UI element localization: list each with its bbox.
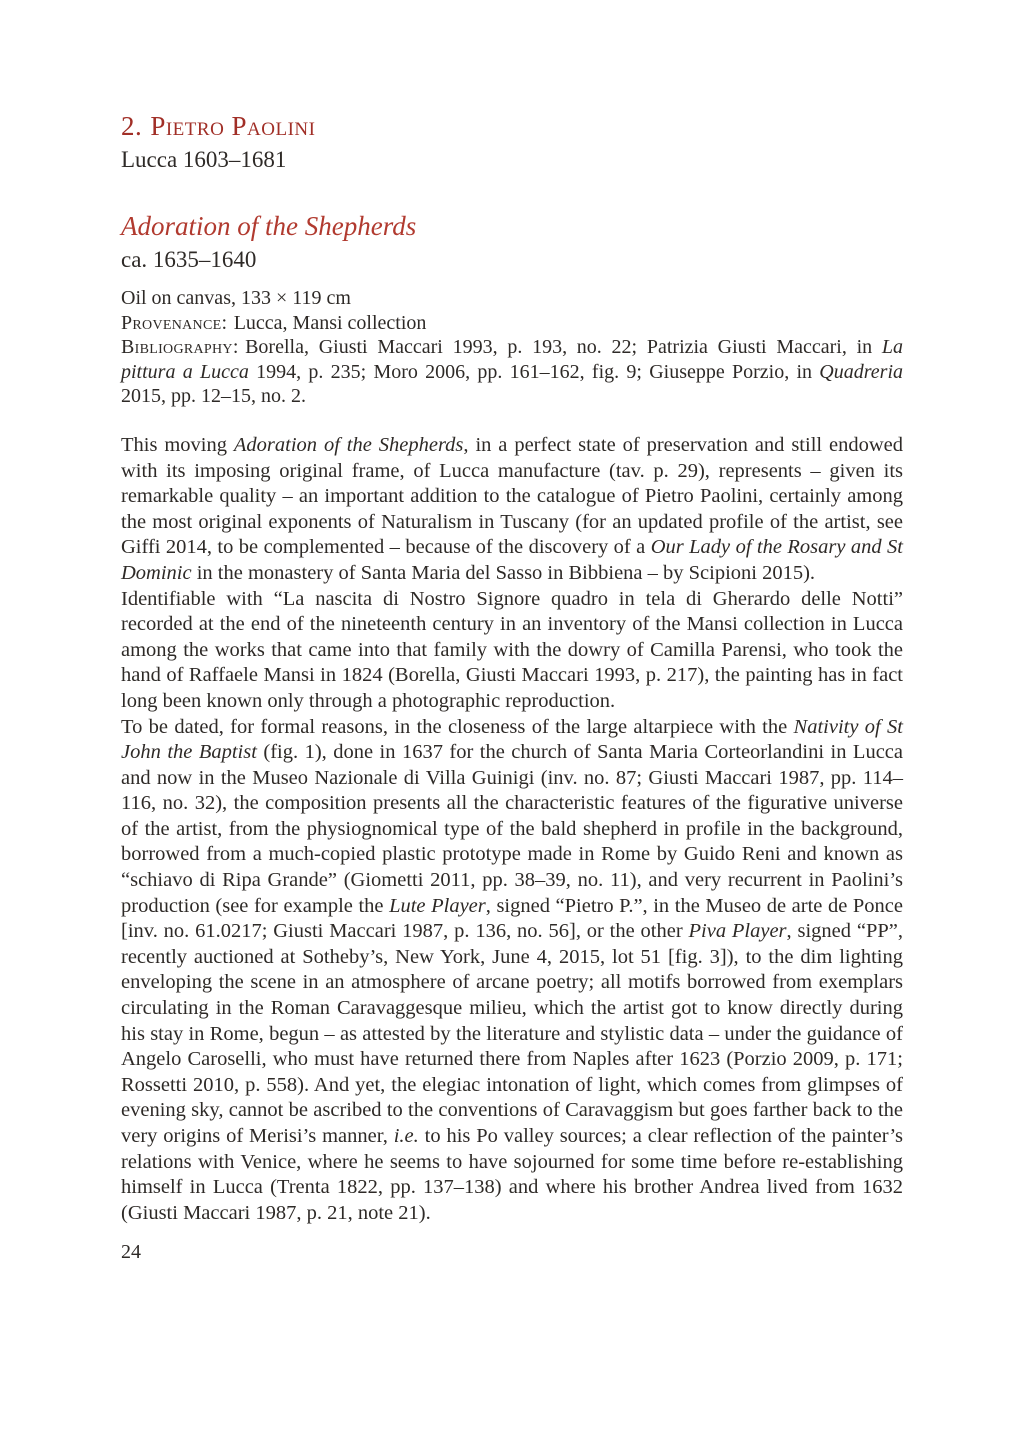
essay-paragraph: Identifiable with “La nascita di Nostro Signore quadro in tela di Gherardo delle Notti” recorded at the end of the nineteenth century in an inventory of the Mansi collection in Lucca among the works that came into that family with the dowry of Camilla Parensi, who took the hand of Raffaele Mansi in 1824 (Borella, Giusti Maccari 1993, p. 217), the painting has in fact long been known only through a photographic reproduction.	[121, 587, 903, 712]
catalogue-number: 2.	[121, 111, 143, 141]
work-date: ca. 1635–1640	[121, 247, 257, 272]
bibliography-label: Bibliography:	[121, 336, 239, 359]
provenance-label: Provenance:	[121, 311, 228, 334]
medium-line: Oil on canvas, 133 × 119 cm	[121, 287, 351, 309]
tombstone	[121, 286, 903, 409]
artist-name: Pietro Paolini	[150, 111, 316, 141]
provenance-value: Lucca, Mansi collection	[233, 311, 427, 334]
essay-paragraph: This moving Adoration of the Shepherds, in a perfect state of preservation and still endowed with its imposing original frame, of Lucca manufacture (tav. p. 29), represents – given its remarkable quality – an important addition to the catalogue of Pietro Paolini, certainly among the most original exponents of Naturalism in Tuscany (for an updated profile of the artist, see Giffi 2014, to be complemented – because of the discovery of a Our Lady of the Rosary and St Dominic in the monastery of Santa Maria del Sasso in Bibbiena – by Scipioni 2015).	[121, 433, 903, 584]
artist-dates: Lucca 1603–1681	[121, 147, 287, 172]
essay-text	[121, 433, 903, 1226]
essay-paragraph: To be dated, for formal reasons, in the closeness of the large altarpiece with the Nativity of St John the Baptist (fig. 1), done in 1637 for the church of Santa Maria Corteorlandini in Lucca and now in the Museo Nazionale di Villa Guinigi (inv. no. 87; Giusti Maccari 1987, pp. 114–116, no. 32), the composition presents all the characteristic features of the figurative universe of the artist, from the physiognomical type of the bald shepherd in profile in the background, borrowed from a much-copied plastic prototype made in Rome by Guido Reni and known as “schiavo di Ripa Grande” (Giometti 2011, pp. 38–39, no. 11), and very recurrent in Paolini’s production (see for example the Lute Player, signed “Pietro P.”, in the Museo de arte de Ponce [inv. no. 61.0217; Giusti Maccari 1987, p. 136, no. 56], or the other Piva Player, signed “PP”, recently auctioned at Sotheby’s, New York, June 4, 2015, lot 51 [fig. 3]), to the dim lighting enveloping the scene in an atmosphere of arcane poetry; all motifs borrowed from exemplars circulating in the Roman Caravaggesque milieu, which the artist got to know directly during his stay in Rome, begun – as attested by the literature and stylistic data – under the guidance of Angelo Caroselli, who must have returned there from Naples after 1623 (Porzio 2009, p. 171; Rossetti 2010, p. 558). And yet, the elegiac intonation of light, which comes from glimpses of evening sky, cannot be ascribed to the conventions of Caravaggism but goes farther back to the very origins of Merisi’s manner, i.e. to his Po valley sources; a clear reflection of the painter’s relations with Venice, where he seems to have sojourned for some time before re-establishing himself in Lucca (Trenta 1822, pp. 137–138) and where his brother Andrea lived from 1632 (Giusti Maccari 1987, p. 21, note 21).	[121, 715, 903, 1224]
entry-header	[121, 110, 903, 274]
bibliography-line	[121, 335, 903, 409]
work-title: Adoration of the Shepherds	[121, 211, 417, 241]
page-number: 24	[121, 1241, 141, 1264]
bibliography-text: Borella, Giusti Maccari 1993, p. 193, no. 22; Patrizia Giusti Maccari, in La pittura a Lucca 1994, p. 235; Moro 2006, pp. 161–162, fig. 9; Giuseppe Porzio, in Quadreria 2015, pp. 12–15, no. 2.	[121, 336, 903, 408]
artist-heading	[121, 110, 903, 143]
page-footer	[121, 1240, 903, 1265]
provenance-line	[121, 311, 903, 336]
